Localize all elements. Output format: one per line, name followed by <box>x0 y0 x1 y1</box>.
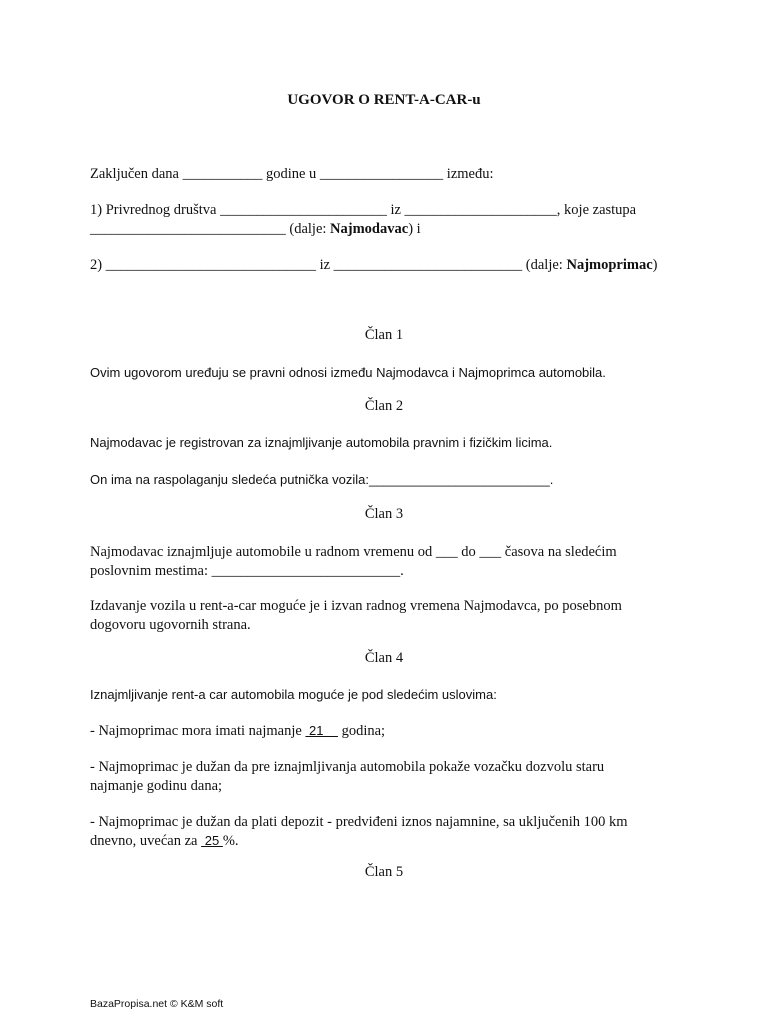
deposit-percent-value: 25 <box>201 833 223 848</box>
clan3-text2-line2: dogovoru ugovornih strana. <box>90 617 251 633</box>
party2-role: Najmoprimac <box>566 257 653 273</box>
cond1-pre: - Najmoprimac mora imati najmanje <box>90 723 306 739</box>
cond1-post: godina; <box>337 723 386 739</box>
party2-line <box>90 255 690 275</box>
party1-line2-post: ) i <box>408 221 421 237</box>
party1-line1: 1) Privrednog društva _______________________ iz _____________________, koje zastupa <box>90 202 637 218</box>
clan1-text: Ovim ugovorom uređuju se pravni odnosi između Najmodavca i Najmoprimca automobila. <box>90 365 606 380</box>
clan4-intro: Iznajmljivanje rent-a car automobila moguće je pod sledećim uslovima: <box>90 687 497 702</box>
party2-post: ) <box>652 257 658 273</box>
clan2-text1: Najmodavac je registrovan za iznajmljivanje automobila pravnim i fizičkim licima. <box>90 435 553 450</box>
clan3-heading: Član 3 <box>364 506 404 522</box>
clan4-cond2-line2: najmanje godinu dana; <box>90 778 223 794</box>
party2-pre: 2) _____________________________ iz __________________________ (dalje: <box>90 257 567 273</box>
cond3-pre: dnevno, uvećan za <box>90 833 202 849</box>
document-title: UGOVOR O RENT-A-CAR-u <box>287 92 481 108</box>
party1-role: Najmodavac <box>330 221 409 237</box>
clan4-heading: Član 4 <box>364 650 404 666</box>
clan2-heading: Član 2 <box>364 398 404 414</box>
clan3-text1-line2: poslovnim mestima: __________________________. <box>90 563 404 579</box>
footer-credit: BazaPropisa.net © K&M soft <box>90 998 224 1010</box>
clan3-text2-line1: Izdavanje vozila u rent-a-car moguće je i izvan radnog vremena Najmodavca, po posebnom <box>90 598 622 614</box>
party1-line2-pre: ___________________________ (dalje: <box>90 221 331 237</box>
clan4-cond2-line1: - Najmoprimac je dužan da pre iznajmljivanja automobila pokaže vozačku dozvolu staru <box>90 759 605 775</box>
clan4-cond3-line1: - Najmoprimac je dužan da plati depozit - predviđeni iznos najamnine, sa uključenih 100 km <box>90 814 628 830</box>
clan4-cond1 <box>90 721 680 741</box>
clan3-text1-line1: Najmodavac iznajmljuje automobile u radnom vremenu od ___ do ___ časova na sledećim <box>90 544 617 560</box>
cond3-post: %. <box>222 833 239 849</box>
clan1-heading: Član 1 <box>364 327 404 343</box>
clan2-text2: On ima na raspolaganju sledeća putnička vozila:_________________________. <box>90 472 554 487</box>
intro-line: Zaključen dana ___________ godine u _________________ između: <box>90 166 494 182</box>
clan4-cond3-line2 <box>90 831 680 851</box>
min-age-value: 21 <box>305 723 338 738</box>
clan5-heading: Član 5 <box>364 864 404 880</box>
party1-line2 <box>90 219 680 239</box>
